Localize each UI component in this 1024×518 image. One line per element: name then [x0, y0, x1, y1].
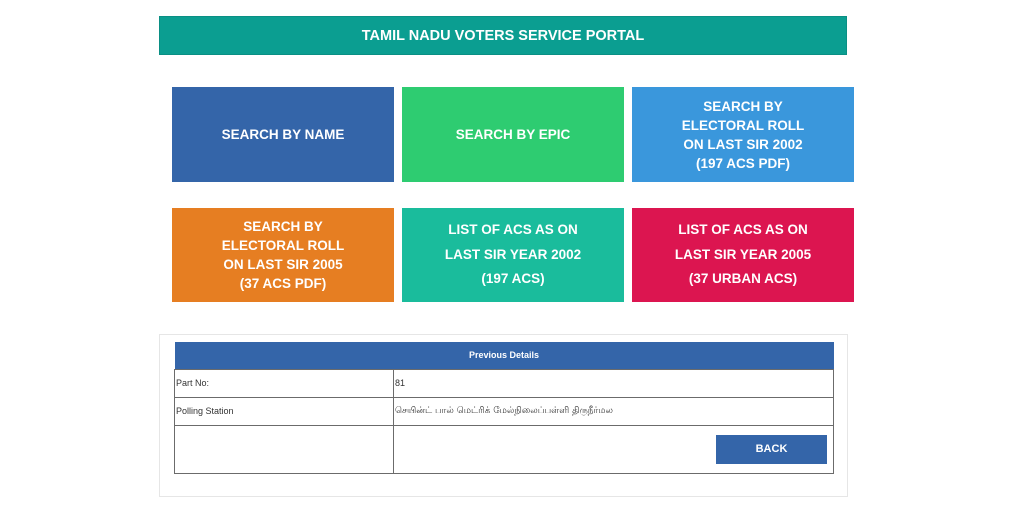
- card-label-line: SEARCH BY: [243, 219, 323, 234]
- empty-cell: [175, 425, 394, 473]
- card-label-line: LIST OF ACS AS ON: [448, 222, 578, 238]
- back-button[interactable]: BACK: [716, 435, 827, 464]
- card-label-line: (37 ACS PDF): [239, 276, 327, 291]
- table-row-part-no: [175, 369, 834, 397]
- list-acs-2002-button[interactable]: [402, 208, 624, 302]
- card-label: SEARCH BY NAME: [221, 127, 345, 142]
- card-label-line: ON LAST SIR 2005: [223, 257, 343, 272]
- card-label-line: (197 ACS PDF): [695, 155, 791, 171]
- card-label-line: SEARCH BY: [703, 98, 783, 114]
- search-by-epic-button[interactable]: [402, 87, 624, 182]
- card-label-line: (197 ACS): [481, 271, 545, 287]
- action-cell: [394, 425, 834, 473]
- polling-station-label: Polling Station: [175, 397, 394, 425]
- card-label-line: (37 URBAN ACS): [688, 271, 798, 287]
- portal-title: TAMIL NADU VOTERS SERVICE PORTAL: [361, 27, 645, 44]
- search-electoral-roll-2002-button[interactable]: [632, 87, 854, 182]
- list-acs-2005-button[interactable]: [632, 208, 854, 302]
- polling-station-value: செயின்ட் பால் மெட்ரிக் மேல்நிலைப்பள்ளி திருநீர்மல: [394, 397, 834, 425]
- card-label-line: ON LAST SIR 2002: [683, 136, 803, 152]
- card-label-line: LAST SIR YEAR 2005: [674, 246, 812, 262]
- search-by-name-button[interactable]: [172, 87, 394, 182]
- table-row-polling-station: [175, 397, 834, 425]
- previous-details-table: [174, 342, 834, 474]
- part-no-label: Part No:: [175, 369, 394, 397]
- card-label: SEARCH BY EPIC: [455, 127, 571, 142]
- card-label-line: LIST OF ACS AS ON: [678, 222, 808, 238]
- portal-title-banner: [159, 16, 847, 55]
- table-row-actions: [175, 425, 834, 473]
- search-electoral-roll-2005-button[interactable]: [172, 208, 394, 302]
- card-label-line: ELECTORAL ROLL: [681, 117, 805, 133]
- card-label-line: ELECTORAL ROLL: [221, 238, 345, 253]
- part-no-value: 81: [394, 369, 834, 397]
- card-label-line: LAST SIR YEAR 2002: [444, 246, 582, 262]
- table-heading: Previous Details: [175, 342, 834, 369]
